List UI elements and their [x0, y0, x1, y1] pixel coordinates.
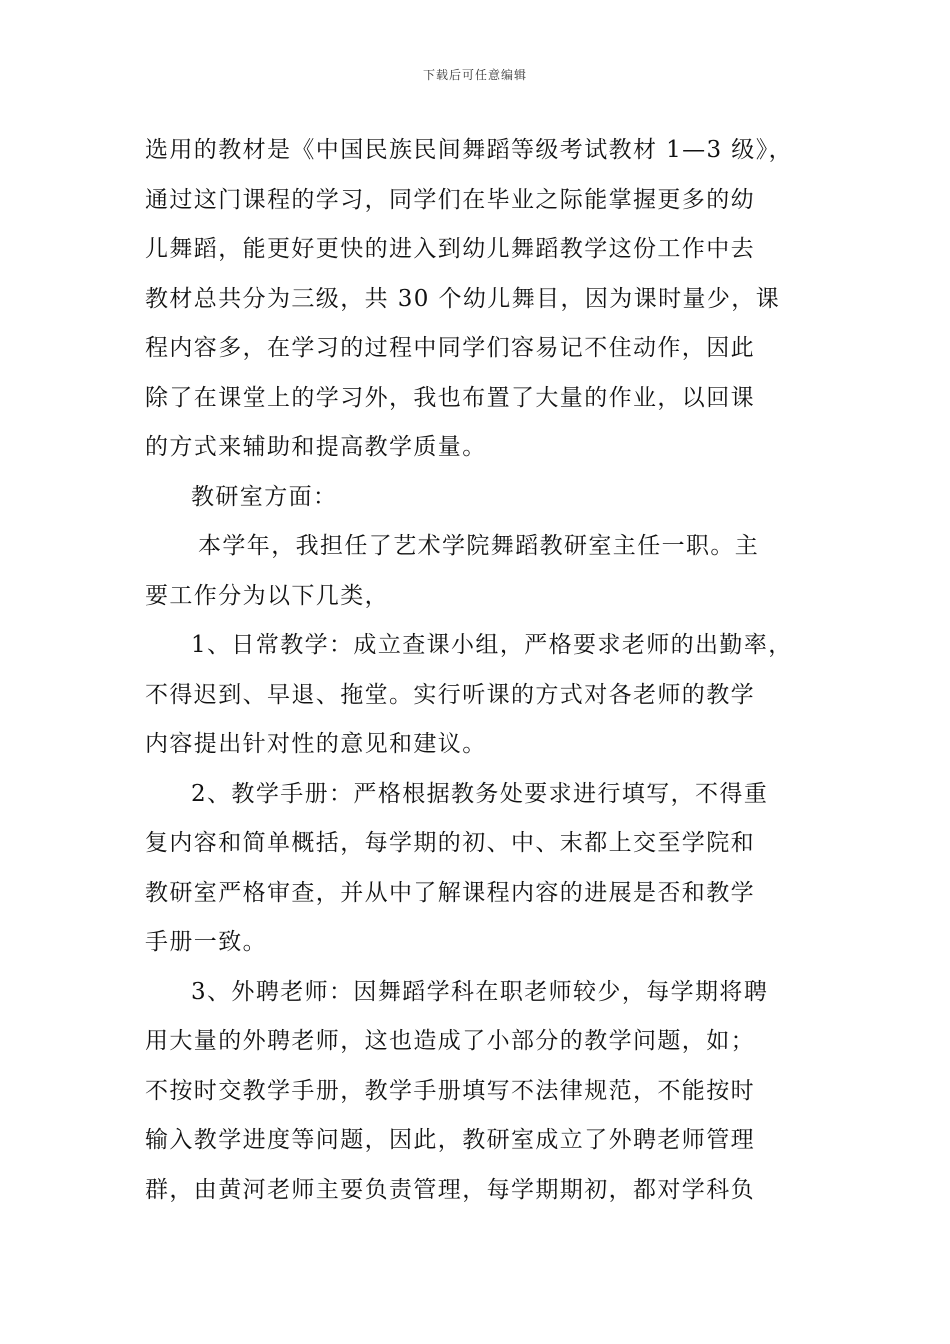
text-line-12: 不得迟到、早退、拖堂。实行听课的方式对各老师的教学	[145, 681, 755, 708]
text-line-9: 本学年，我担任了艺术学院舞蹈教研室主任一职。主	[198, 533, 760, 559]
text-line-3: 儿舞蹈，能更好更快的进入到幼儿舞蹈教学这份工作中去	[145, 236, 755, 262]
text-line-4: 教材总共分为三级，共 30 个幼儿舞目，因为课时量少，课	[145, 285, 781, 312]
text-line-5: 程内容多，在学习的过程中同学们容易记不住动作，因此	[145, 335, 755, 361]
text-line-19: 用大量的外聘老师，这也造成了小部分的教学问题，如；	[145, 1028, 755, 1054]
text-line-1: 选用的教材是《中国民族民间舞蹈等级考试教材 1—3 级》，	[145, 137, 793, 163]
text-line-6: 除了在课堂上的学习外，我也布置了大量的作业，以回课	[145, 384, 755, 411]
section-heading: 教研室方面：	[191, 483, 338, 510]
text-line-22: 群，由黄河老师主要负责管理，每学期期初，都对学科负	[145, 1176, 755, 1203]
text-line-7: 的方式来辅助和提高教学质量。	[145, 434, 487, 460]
list-item-1-start: 1、日常教学：成立查课小组，严格要求老师的出勤率，	[191, 632, 793, 658]
page-header-note: 下载后可任意编辑	[422, 68, 527, 82]
document-body	[145, 126, 815, 1215]
text-line-10: 要工作分为以下几类，	[145, 582, 389, 609]
text-line-2: 通过这门课程的学习，同学们在毕业之际能掌握更多的幼	[145, 186, 755, 213]
text-line-17: 手册一致。	[145, 929, 267, 955]
text-line-13: 内容提出针对性的意见和建议。	[145, 731, 487, 757]
text-line-15: 复内容和简单概括，每学期的初、中、末都上交至学院和	[145, 830, 755, 856]
list-item-3-start: 3、外聘老师：因舞蹈学科在职老师较少，每学期将聘	[191, 978, 769, 1005]
text-line-20: 不按时交教学手册，教学手册填写不法律规范，不能按时	[145, 1077, 755, 1104]
text-line-21: 输入教学进度等问题，因此，教研室成立了外聘老师管理	[145, 1127, 755, 1153]
text-line-16: 教研室严格审查，并从中了解课程内容的进展是否和教学	[145, 879, 755, 906]
list-item-2-start: 2、教学手册：严格根据教务处要求进行填写，不得重	[191, 780, 769, 807]
